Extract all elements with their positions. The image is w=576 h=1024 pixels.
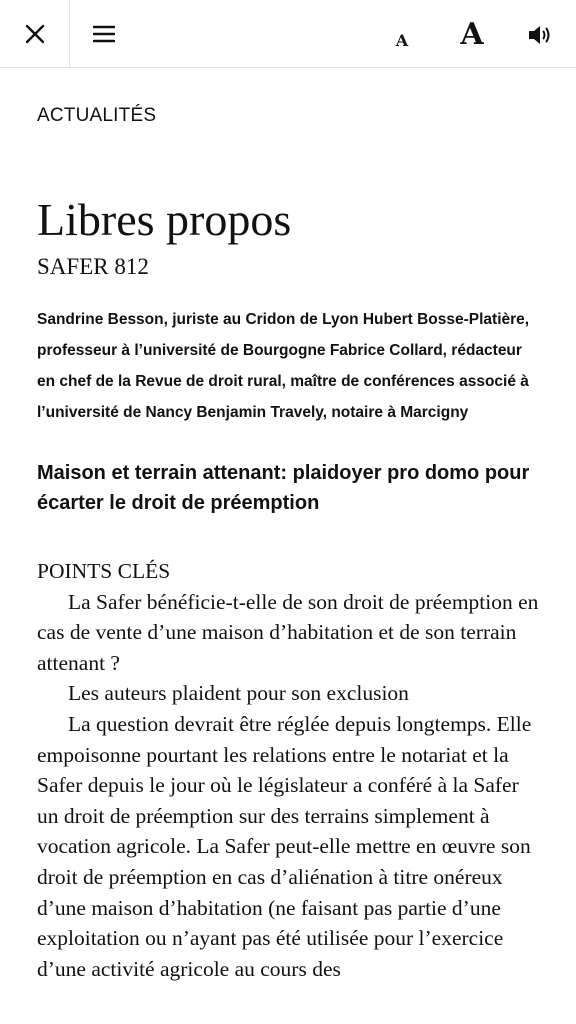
menu-icon — [93, 24, 115, 44]
menu-button[interactable] — [72, 0, 136, 68]
key-points — [37, 556, 542, 984]
article-headline: Maison et terrain attenant: plaidoyer pro domo pour écarter le droit de préemption — [37, 462, 530, 514]
paragraph: La question devrait être réglée depuis longtemps. Elle empoisonne pourtant les relations entre le notariat et la Safer depuis le jour où le législateur a conféré à la Safer un droit de préemption sur des terrains simplement à vocation agricole. La Safer peut-elle mettre en œuvre son droit de préemption en cas d’aliénation à titre onéreux d’une maison d’habitation (ne faisant pas partie d’une exploitation ou n’ayant pas été utilisée pour l’exercice d’une activité agricole au cours des — [37, 711, 532, 981]
paragraph: Les auteurs plaident pour son exclusion — [68, 681, 409, 706]
article-title: Libres propos — [37, 194, 292, 245]
key-points-label: POINTS CLÉS — [37, 559, 171, 583]
section-label: ACTUALITÉS — [37, 105, 157, 126]
paragraph: La Safer bénéficie-t-elle de son droit de préemption en cas de vente d’une maison d’habitation et de son terrain attenant ? — [37, 589, 539, 675]
font-large-icon: A — [460, 17, 484, 52]
article-authors: Sandrine Besson, juriste au Cridon de Lyon Hubert Bosse-Platière, professeur à l’université de Bourgogne Fabrice Collard, rédacteur en chef de la Revue de droit rural, maître de conférences associé à l’université de Nancy Benjamin Travely, notaire à Marcigny — [37, 311, 530, 421]
article-subtitle: SAFER 812 — [37, 254, 149, 279]
read-aloud-button[interactable] — [516, 12, 564, 58]
font-small-icon: A — [395, 31, 409, 50]
close-button[interactable] — [0, 0, 70, 68]
speaker-icon — [527, 23, 553, 47]
increase-font-button[interactable] — [448, 10, 496, 60]
close-icon — [24, 23, 46, 45]
article-content — [37, 102, 542, 984]
decrease-font-button[interactable] — [384, 12, 420, 60]
reader-toolbar — [0, 0, 576, 68]
